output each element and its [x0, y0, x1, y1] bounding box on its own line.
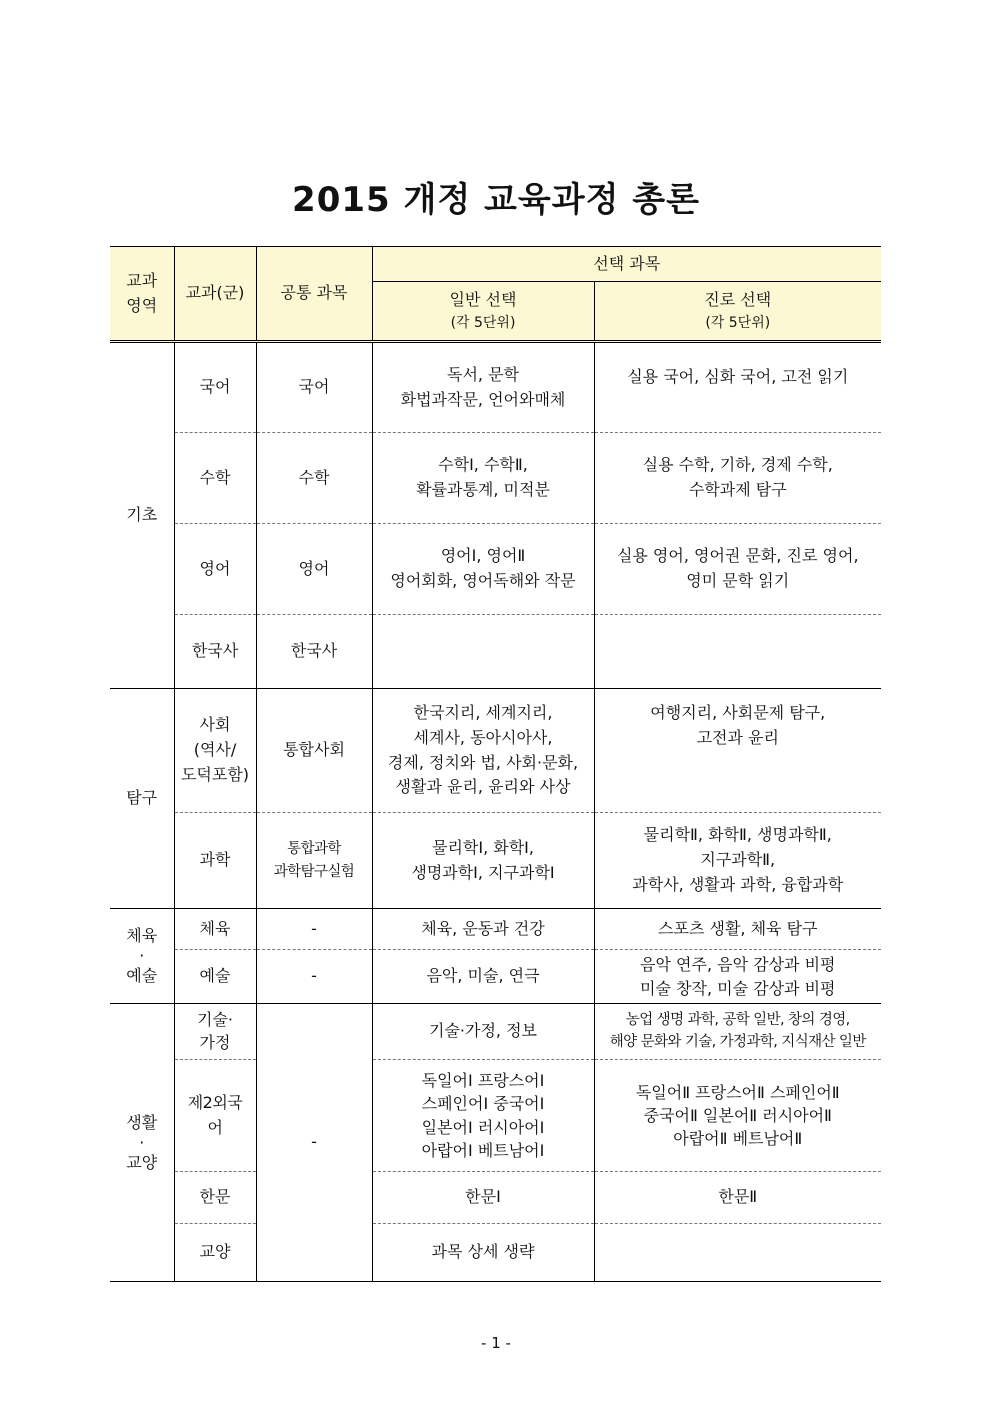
common-cell: 통합사회	[256, 689, 372, 813]
table-row	[110, 524, 881, 615]
subject-cell: 체육	[174, 909, 256, 950]
table-row	[110, 689, 881, 813]
career-cell: 음악 연주, 음악 감상과 비평 미술 창작, 미술 감상과 비평	[594, 950, 881, 1004]
header-row	[110, 247, 881, 282]
career-cell	[594, 1224, 881, 1282]
area-life: 생활 · 교양	[110, 1004, 174, 1282]
subject-cell: 영어	[174, 524, 256, 615]
general-cell: 수학Ⅰ, 수학Ⅱ, 확률과통계, 미적분	[372, 433, 594, 524]
header-career	[594, 282, 881, 342]
career-cell: 스포츠 생활, 체육 탐구	[594, 909, 881, 950]
career-cell: 실용 수학, 기하, 경제 수학, 수학과제 탐구	[594, 433, 881, 524]
header-career-unit: (각 5단위)	[705, 314, 771, 331]
common-cell: 영어	[256, 524, 372, 615]
header-area: 교과 영역	[110, 247, 174, 342]
table-row	[110, 342, 881, 433]
subject-cell: 제2외국 어	[174, 1060, 256, 1172]
subject-cell: 기술· 가정	[174, 1004, 256, 1060]
area-pe-arts: 체육 · 예술	[110, 909, 174, 1004]
page-title: 2015 개정 교육과정 총론	[292, 180, 700, 220]
subject-cell: 사회 (역사/ 도덕포함)	[174, 689, 256, 813]
general-cell: 기술·가정, 정보	[372, 1004, 594, 1060]
general-cell: 과목 상세 생략	[372, 1224, 594, 1282]
career-cell: 실용 영어, 영어권 문화, 진로 영어, 영미 문학 읽기	[594, 524, 881, 615]
career-cell: 실용 국어, 심화 국어, 고전 읽기	[594, 342, 881, 433]
common-cell: 한국사	[256, 615, 372, 689]
table-row	[110, 1060, 881, 1172]
subject-cell: 국어	[174, 342, 256, 433]
general-cell	[372, 615, 594, 689]
common-cell: -	[256, 909, 372, 950]
general-cell: 음악, 미술, 연극	[372, 950, 594, 1004]
header-general-unit: (각 5단위)	[450, 314, 516, 331]
table-row	[110, 1004, 881, 1060]
general-cell: 한국지리, 세계지리, 세계사, 동아시아사, 경제, 정치와 법, 사회·문화, 생활과 윤리, 윤리와 사상	[372, 689, 594, 813]
table-row	[110, 909, 881, 950]
page-number: - 1 -	[481, 1334, 511, 1352]
career-cell: 독일어Ⅱ 프랑스어Ⅱ 스페인어Ⅱ 중국어Ⅱ 일본어Ⅱ 러시아어Ⅱ 아랍어Ⅱ 베트남어Ⅱ	[594, 1060, 881, 1172]
career-cell	[594, 615, 881, 689]
general-cell: 체육, 운동과 건강	[372, 909, 594, 950]
header-common: 공통 과목	[256, 247, 372, 342]
table-row	[110, 615, 881, 689]
header-subject-group: 교과(군)	[174, 247, 256, 342]
general-cell: 물리학Ⅰ, 화학Ⅰ, 생명과학Ⅰ, 지구과학Ⅰ	[372, 813, 594, 909]
subject-cell: 과학	[174, 813, 256, 909]
curriculum-table	[110, 246, 881, 1282]
table-row	[110, 1172, 881, 1224]
header-general-label: 일반 선택	[449, 289, 517, 309]
table-row	[110, 1224, 881, 1282]
common-cell: -	[256, 1004, 372, 1282]
career-cell: 한문Ⅱ	[594, 1172, 881, 1224]
general-cell: 독서, 문학 화법과작문, 언어와매체	[372, 342, 594, 433]
table-row	[110, 433, 881, 524]
general-cell: 독일어Ⅰ 프랑스어Ⅰ 스페인어Ⅰ 중국어Ⅰ 일본어Ⅰ 러시아어Ⅰ 아랍어Ⅰ 베트남어Ⅰ	[372, 1060, 594, 1172]
common-cell: 국어	[256, 342, 372, 433]
career-cell: 물리학Ⅱ, 화학Ⅱ, 생명과학Ⅱ, 지구과학Ⅱ, 과학사, 생활과 과학, 융합과학	[594, 813, 881, 909]
header-general	[372, 282, 594, 342]
table-row	[110, 813, 881, 909]
common-cell: 통합과학 과학탐구실험	[256, 813, 372, 909]
subject-cell: 수학	[174, 433, 256, 524]
area-inquiry: 탐구	[110, 689, 174, 909]
subject-cell: 한문	[174, 1172, 256, 1224]
subject-cell: 교양	[174, 1224, 256, 1282]
area-basic: 기초	[110, 342, 174, 689]
subject-cell: 예술	[174, 950, 256, 1004]
header-career-label: 진로 선택	[704, 289, 772, 309]
header-elective: 선택 과목	[372, 247, 881, 282]
table-row	[110, 950, 881, 1004]
general-cell: 영어Ⅰ, 영어Ⅱ 영어회화, 영어독해와 작문	[372, 524, 594, 615]
subject-cell: 한국사	[174, 615, 256, 689]
general-cell: 한문Ⅰ	[372, 1172, 594, 1224]
career-cell: 농업 생명 과학, 공학 일반, 창의 경영, 해양 문화와 기술, 가정과학, 지식재산 일반	[594, 1004, 881, 1060]
common-cell: 수학	[256, 433, 372, 524]
career-cell: 여행지리, 사회문제 탐구, 고전과 윤리	[594, 689, 881, 813]
common-cell: -	[256, 950, 372, 1004]
